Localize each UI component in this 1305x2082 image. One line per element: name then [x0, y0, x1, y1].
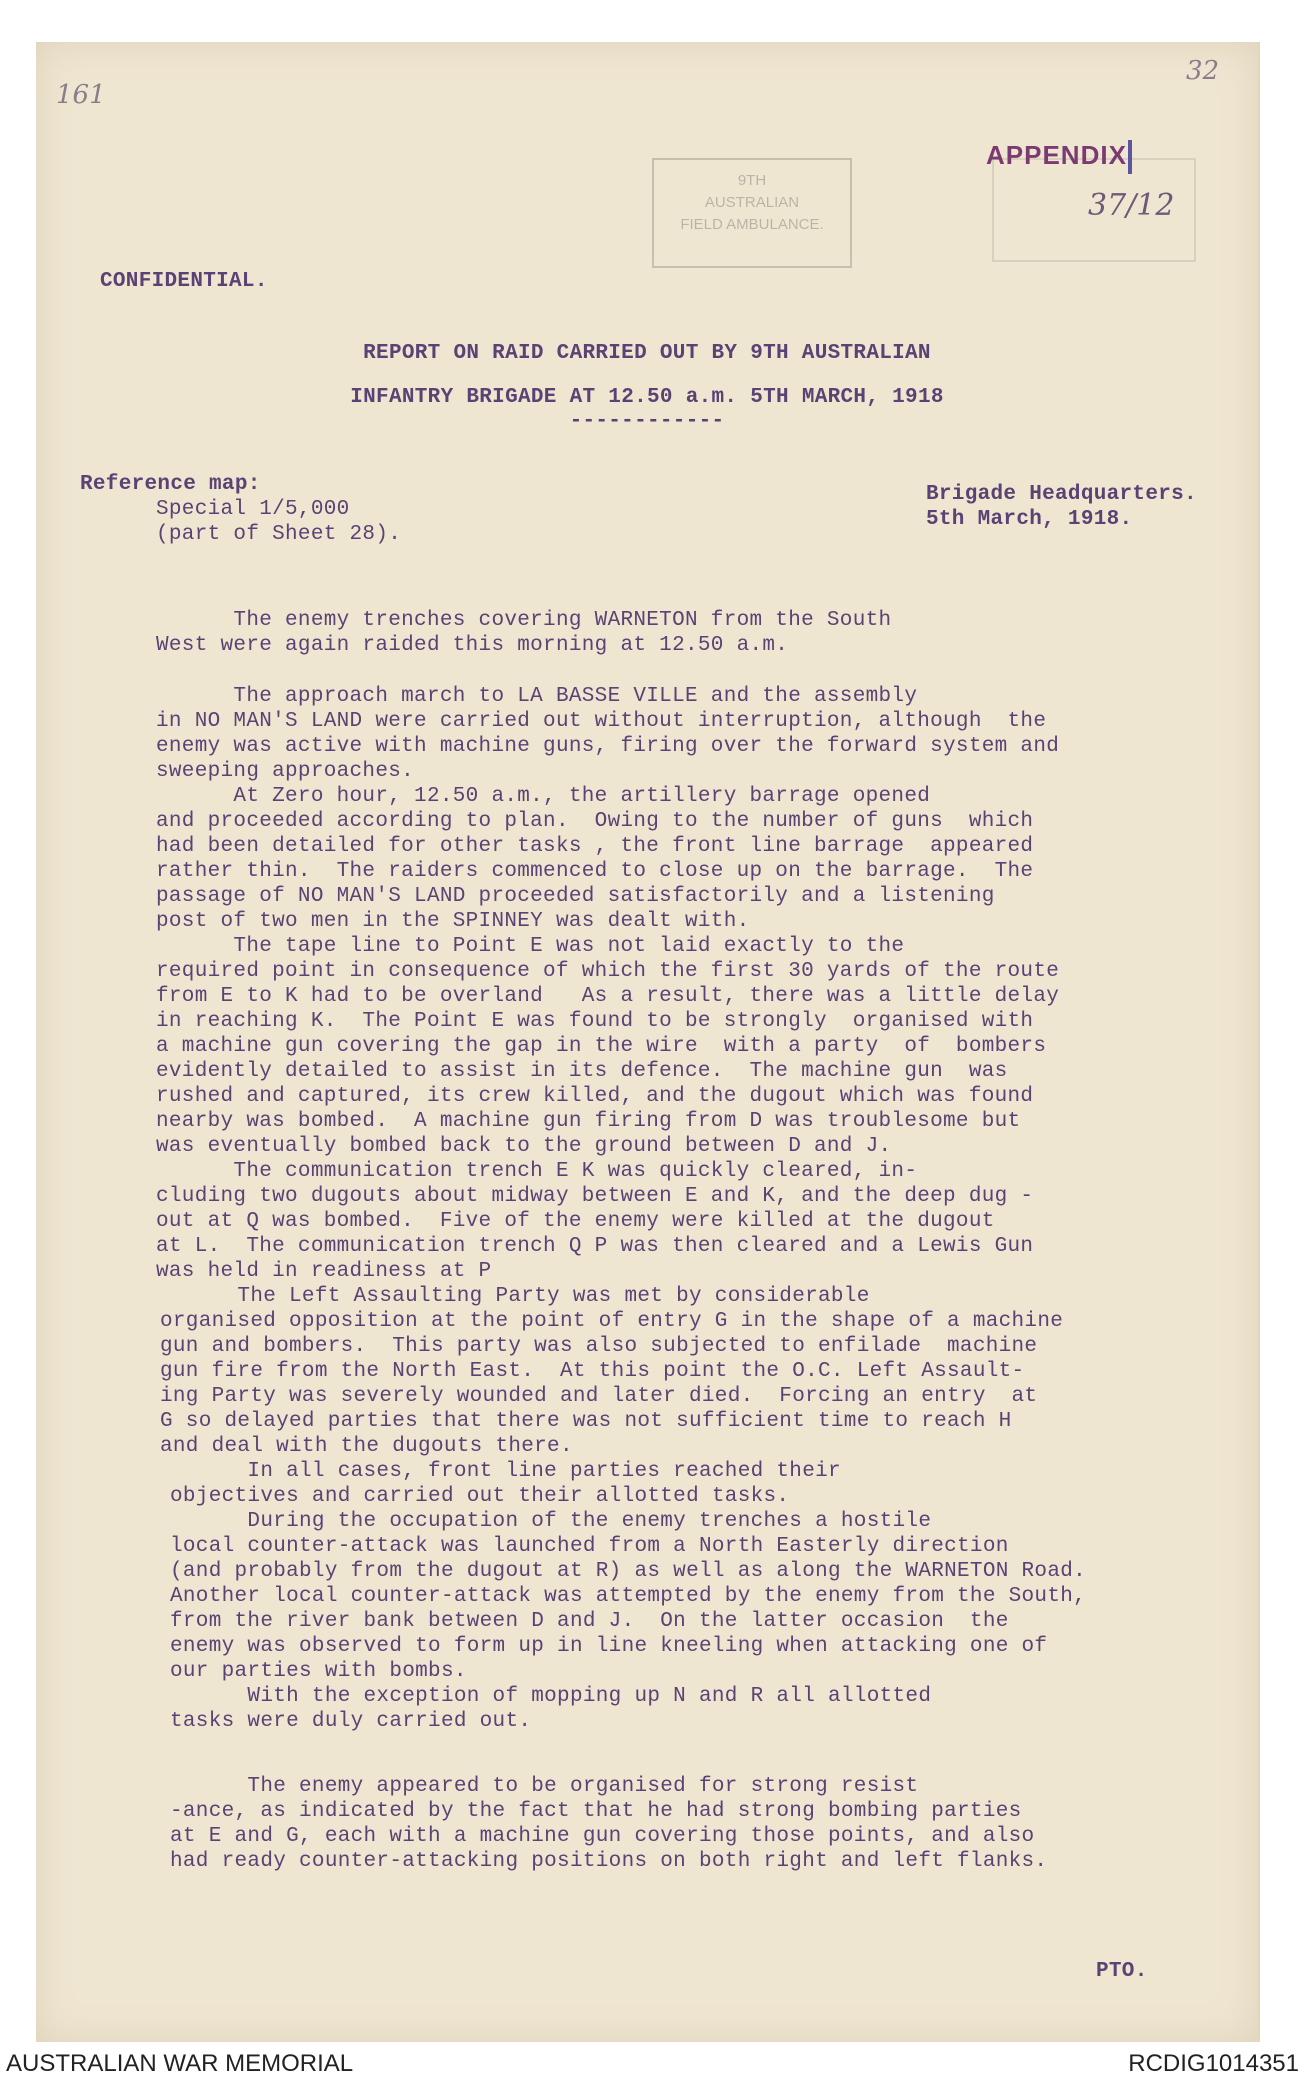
text-line: enemy was active with machine guns, firing over the forward system and — [156, 735, 1060, 758]
reference-map: Special 1/5,000 — [156, 498, 350, 521]
field-ambulance-stamp — [652, 158, 852, 268]
text-line: a machine gun covering the gap in the wire with a party of bombers — [156, 1035, 1047, 1058]
text-line: objectives and carried out their allotted tasks. — [170, 1485, 790, 1508]
text-line: gun fire from the North East. At this point the O.C. Left Assault- — [160, 1360, 1025, 1383]
text-line: The approach march to LA BASSE VILLE and the assembly — [156, 685, 918, 708]
paragraph-4 — [156, 934, 1251, 1159]
document-sheet — [36, 42, 1260, 2042]
text-line: In all cases, front line parties reached their — [170, 1460, 841, 1483]
appendix-pen-stroke — [1128, 140, 1132, 174]
text-line: at L. The communication trench Q P was then cleared and a Lewis Gun — [156, 1235, 1034, 1258]
text-line: cluding two dugouts about midway between E and K, and the deep dug - — [156, 1185, 1034, 1208]
text-line: The communication trench E K was quickly cleared, in- — [156, 1160, 918, 1183]
text-line: was eventually bombed back to the ground between D and J. — [156, 1135, 892, 1158]
folio-number-right: 32 — [1186, 56, 1220, 86]
text-line: was held in readiness at P — [156, 1260, 492, 1283]
paragraph-7 — [170, 1459, 1265, 1509]
text-line: nearby was bombed. A machine gun firing from D was troublesome but — [156, 1110, 1021, 1133]
text-line: organised opposition at the point of entry G in the shape of a machine — [160, 1310, 1064, 1333]
text-line: rather thin. The raiders commenced to close up on the barrage. The — [156, 860, 1034, 883]
paragraph-2 — [156, 684, 1251, 784]
text-line: enemy was observed to form up in line kneeling when attacking one of — [170, 1635, 1048, 1658]
report-title-line2: INFANTRY BRIGADE AT 12.50 a.m. 5TH MARCH, 1918 — [350, 386, 944, 409]
text-line: at E and G, each with a machine gun covering those points, and also — [170, 1825, 1035, 1848]
report-title-line1: REPORT ON RAID CARRIED OUT BY 9TH AUSTRALIAN — [363, 342, 931, 365]
text-line: sweeping approaches. — [156, 760, 415, 783]
text-line: out at Q was bombed. Five of the enemy were killed at the dugout — [156, 1210, 995, 1233]
paragraph-5 — [156, 1159, 1251, 1284]
text-line: passage of NO MAN'S LAND proceeded satisfactorily and a listening — [156, 885, 995, 908]
stamp-line: AUSTRALIAN — [704, 194, 800, 211]
footer-source: AUSTRALIAN WAR MEMORIAL — [6, 2050, 354, 2077]
folio-number-left: 161 — [56, 80, 106, 110]
text-line: tasks were duly carried out. — [170, 1710, 532, 1733]
text-line: (and probably from the dugout at R) as well as along the WARNETON Road. — [170, 1560, 1087, 1583]
page-turn-note: PTO. — [1096, 1960, 1148, 1983]
classification-label: CONFIDENTIAL. — [100, 270, 268, 293]
text-line: evidently detailed to assist in its defence. The machine gun was — [156, 1060, 1008, 1083]
text-line: At Zero hour, 12.50 a.m., the artillery barrage opened — [156, 785, 931, 808]
text-line: -ance, as indicated by the fact that he had strong bombing parties — [170, 1800, 1022, 1823]
text-line: West were again raided this morning at 12.50 a.m. — [156, 634, 789, 657]
text-line: had ready counter-attacking positions on both right and left flanks. — [170, 1850, 1048, 1873]
text-line: With the exception of mopping up N and R all allotted — [170, 1685, 932, 1708]
text-line: The tape line to Point E was not laid exactly to the — [156, 935, 905, 958]
paragraph-9 — [170, 1684, 1265, 1734]
origin-date: 5th March, 1918. — [926, 508, 1133, 531]
stamp-line: FIELD AMBULANCE. — [680, 216, 824, 233]
stamp-line: 9TH — [737, 172, 767, 189]
origin-headquarters: Brigade Headquarters. — [926, 483, 1197, 506]
text-line: The Left Assaulting Party was met by considerable — [160, 1285, 870, 1308]
text-line: gun and bombers. This party was also subjected to enfilade machine — [160, 1335, 1038, 1358]
reference-label: Reference map: — [80, 473, 261, 496]
text-line: The enemy appeared to be organised for strong resist — [170, 1775, 919, 1798]
title-rule: ------------ — [569, 410, 725, 433]
paragraph-3 — [156, 784, 1251, 934]
text-line: had been detailed for other tasks , the front line barrage appeared — [156, 835, 1034, 858]
appendix-stamp: APPENDIX — [986, 140, 1127, 170]
text-line: The enemy trenches covering WARNETON from the South — [156, 609, 892, 632]
reference-block — [80, 472, 401, 547]
paragraph-10 — [170, 1774, 1265, 1874]
origin-block — [926, 482, 1197, 532]
reference-sheet: (part of Sheet 28). — [156, 523, 402, 546]
footer-reference-id: RCDIG1014351 — [1128, 2050, 1299, 2077]
text-line: post of two men in the SPINNEY was dealt with. — [156, 910, 750, 933]
paragraph-6 — [160, 1284, 1255, 1459]
text-line: local counter-attack was launched from a North Easterly direction — [170, 1535, 1009, 1558]
text-line: G so delayed parties that there was not sufficient time to reach H — [160, 1410, 1012, 1433]
paragraph-8 — [170, 1509, 1265, 1684]
text-line: from the river bank between D and J. On the latter occasion the — [170, 1610, 1009, 1633]
paragraph-1 — [156, 608, 1251, 658]
appendix-number: 37/12 — [1088, 188, 1175, 223]
text-line: and proceeded according to plan. Owing to the number of guns which — [156, 810, 1034, 833]
text-line: rushed and captured, its crew killed, and the dugout which was found — [156, 1085, 1034, 1108]
text-line: ing Party was severely wounded and later died. Forcing an entry at — [160, 1385, 1038, 1408]
text-line: During the occupation of the enemy trenches a hostile — [170, 1510, 932, 1533]
text-line: Another local counter-attack was attempted by the enemy from the South, — [170, 1585, 1087, 1608]
text-line: in reaching K. The Point E was found to be strongly organised with — [156, 1010, 1034, 1033]
text-line: in NO MAN'S LAND were carried out without interruption, although the — [156, 710, 1047, 733]
text-line: from E to K had to be overland As a result, there was a little delay — [156, 985, 1060, 1008]
text-line: and deal with the dugouts there. — [160, 1435, 573, 1458]
text-line: our parties with bombs. — [170, 1660, 467, 1683]
text-line: required point in consequence of which the first 30 yards of the route — [156, 960, 1060, 983]
